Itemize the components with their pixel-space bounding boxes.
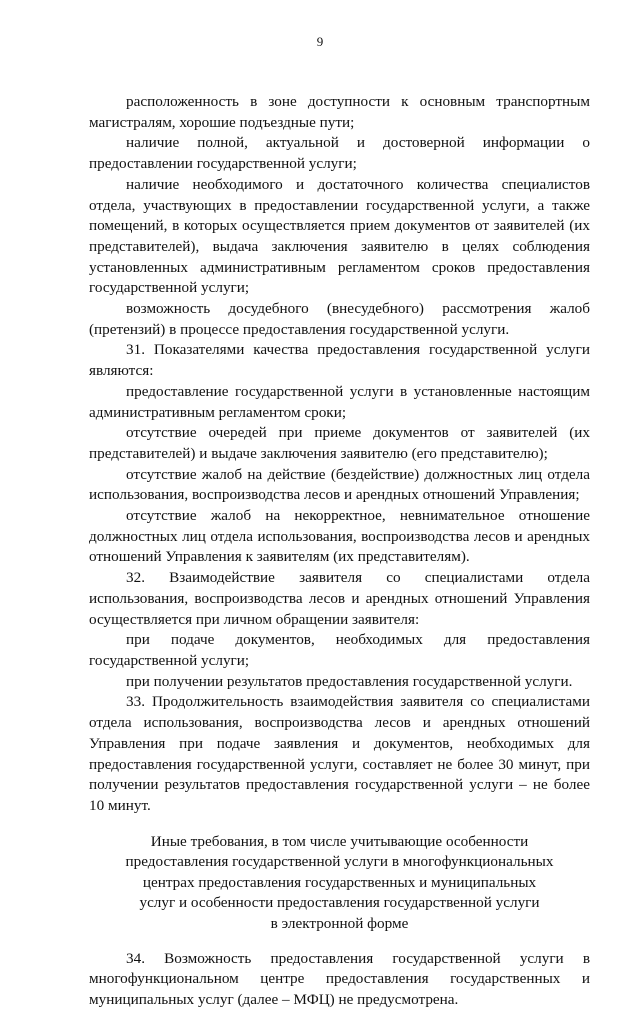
paragraph: отсутствие жалоб на некорректное, невнимательное отношение должностных лиц отдела использования, воспроизводства лесов и арендных отношений Управления к заявителям (их представителям). xyxy=(89,507,590,566)
paragraph: 31. Показателями качества предоставления государственной услуги являются: xyxy=(89,341,590,380)
paragraph: предоставление государственной услуги в установленные настоящим административным регламентом сроки; xyxy=(89,382,590,421)
heading-line: Иные требования, в том числе учитывающие особенности xyxy=(150,832,529,850)
paragraph: расположенность в зоне доступности к основным транспортным магистралям, хорошие подъездные пути; xyxy=(89,93,590,131)
paragraph: 33. Продолжительность взаимодействия заявителя со специалистами отдела использования, воспроизводства лесов и арендных отношений Управления при подаче заявления и документов, необходимых для предоставления государственной услуги, составляет не более 30 минут, при получении результатов предоставления государственной услуги – не более 10 минут. xyxy=(89,693,590,814)
document-body xyxy=(89,92,590,1011)
paragraph: 32. Взаимодействие заявителя со специалистами отдела использования, воспроизводства лесов и арендных отношений Управления осуществляется при личном обращении заявителя: xyxy=(89,569,590,628)
heading-line: центрах предоставления государственных и муниципальных xyxy=(142,873,537,891)
paragraph: наличие необходимого и достаточного количества специалистов отдела, участвующих в предоставлении государственной услуги, а также помещений, в которых осуществляется прием документов от заявителей (их представителей), выдача заключения заявителю в целях соблюдения установленных административным регламентом сроков предоставления государственной услуги; xyxy=(89,175,590,297)
heading-line: предоставления государственной услуги в многофункциональных xyxy=(125,853,554,871)
section-heading xyxy=(89,832,590,935)
paragraph: возможность досудебного (внесудебного) рассмотрения жалоб (претензий) в процессе предоставления государственной услуги. xyxy=(89,300,590,338)
paragraph: 34. Возможность предоставления государственной услуги в многофункциональном центре предоставления государственных и муниципальных услуг (далее – МФЦ) не предусмотрена. xyxy=(89,949,590,1008)
paragraph: при получении результатов предоставления государственной услуги. xyxy=(126,672,573,690)
paragraph: отсутствие жалоб на действие (бездействие) должностных лиц отдела использования, воспроизводства лесов и арендных отношений Управления; xyxy=(89,465,590,504)
paragraph: при подаче документов, необходимых для предоставления государственной услуги; xyxy=(89,631,590,669)
heading-line: услуг и особенности предоставления государственной услуги xyxy=(139,894,540,912)
paragraph: отсутствие очередей при приеме документов от заявителей (их представителей) и выдаче заключения заявителю (его представителю); xyxy=(89,424,590,462)
heading-line: в электронной форме xyxy=(270,914,409,932)
page-number: 9 xyxy=(316,34,324,49)
paragraph: наличие полной, актуальной и достоверной информации о предоставлении государственной услуги; xyxy=(89,134,590,173)
